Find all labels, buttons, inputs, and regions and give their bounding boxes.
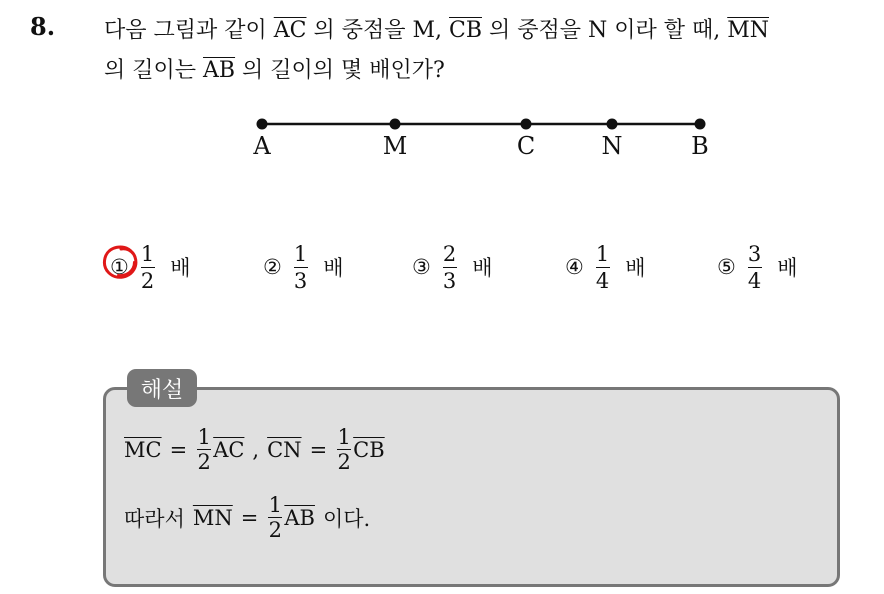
choice-unit: 배 xyxy=(625,256,646,280)
fraction-half: 1 2 xyxy=(337,425,351,474)
segment-cn: $\overline{CN}$ xyxy=(267,437,302,462)
choice-5[interactable] xyxy=(717,236,798,298)
segment-cb: $\overline{CB}$ xyxy=(353,437,385,462)
question-text: 의 중점을 N 이라 할 때, xyxy=(482,18,728,43)
equals-sign: = xyxy=(309,437,328,462)
question-text: 의 길이의 몇 배인가? xyxy=(235,58,445,83)
choice-number: ③ xyxy=(412,255,431,279)
choice-fraction xyxy=(594,242,611,293)
segment-mn: $\overline{MN}$ xyxy=(192,505,233,530)
choice-fraction xyxy=(746,242,763,293)
point-label-n: N xyxy=(601,132,623,160)
numerator: 1 xyxy=(293,241,308,266)
denominator: 2 xyxy=(140,268,155,293)
point-dot-a xyxy=(257,119,268,130)
choice-unit: 배 xyxy=(777,256,798,280)
choice-unit: 배 xyxy=(323,256,344,280)
equals-sign: = xyxy=(169,437,188,462)
choice-fraction xyxy=(441,242,458,293)
choice-unit: 배 xyxy=(472,256,493,280)
choice-2[interactable] xyxy=(263,236,344,298)
answer-circle-mark xyxy=(100,242,140,282)
fraction-half: 1 2 xyxy=(268,493,283,542)
denominator: 4 xyxy=(747,268,762,293)
choice-unit: 배 xyxy=(170,256,191,280)
choice-fraction xyxy=(139,242,156,293)
choice-number: ⑤ xyxy=(717,255,736,279)
equals-sign: = xyxy=(240,505,259,530)
segment-label: $\overline{MN}$ xyxy=(727,18,769,43)
denominator: 3 xyxy=(442,268,457,293)
choice-4[interactable] xyxy=(565,236,646,298)
point-label-b: B xyxy=(691,132,709,160)
point-dot-m xyxy=(390,119,401,130)
question-text: 의 길이는 xyxy=(104,58,203,83)
numerator: 2 xyxy=(442,241,457,266)
point-label-a: A xyxy=(253,132,271,160)
solution-line2 xyxy=(124,494,370,541)
solution-tag: 해설 xyxy=(127,369,197,407)
segment-label: $\overline{CB}$ xyxy=(449,18,482,43)
solution-suffix: 이다. xyxy=(322,506,371,531)
question-text: 다음 그림과 같이 xyxy=(104,18,274,43)
comma: , xyxy=(252,437,260,462)
solution-box xyxy=(103,387,840,587)
solution-prefix: 따라서 xyxy=(124,506,185,531)
point-dot-b xyxy=(695,119,706,130)
denominator: 3 xyxy=(293,268,308,293)
segment-ab: $\overline{AB}$ xyxy=(284,505,315,530)
segment-label: $\overline{AB}$ xyxy=(203,58,236,83)
fraction-half: 1 2 xyxy=(197,425,211,474)
question-text: 의 중점을 M, xyxy=(306,18,449,43)
choice-fraction xyxy=(292,242,309,293)
numerator: 1 xyxy=(140,241,155,266)
segment-ac: $\overline{AC}$ xyxy=(213,437,245,462)
point-dot-c xyxy=(521,119,532,130)
choice-number: ④ xyxy=(565,255,584,279)
point-label-c: C xyxy=(516,132,536,160)
numerator: 1 xyxy=(595,241,610,266)
choice-3[interactable] xyxy=(412,236,493,298)
segment-mc: $\overline{MC}$ xyxy=(124,437,162,462)
point-dot-n xyxy=(607,119,618,130)
choice-number: ② xyxy=(263,255,282,279)
point-label-m: M xyxy=(382,132,408,160)
question-number: 8. xyxy=(30,12,56,41)
segment-label: $\overline{AC}$ xyxy=(273,18,307,43)
line-segment-figure xyxy=(0,0,884,200)
choice-number: ① xyxy=(110,255,129,279)
denominator: 4 xyxy=(595,268,610,293)
numerator: 3 xyxy=(747,241,762,266)
solution-line1 xyxy=(124,426,385,473)
